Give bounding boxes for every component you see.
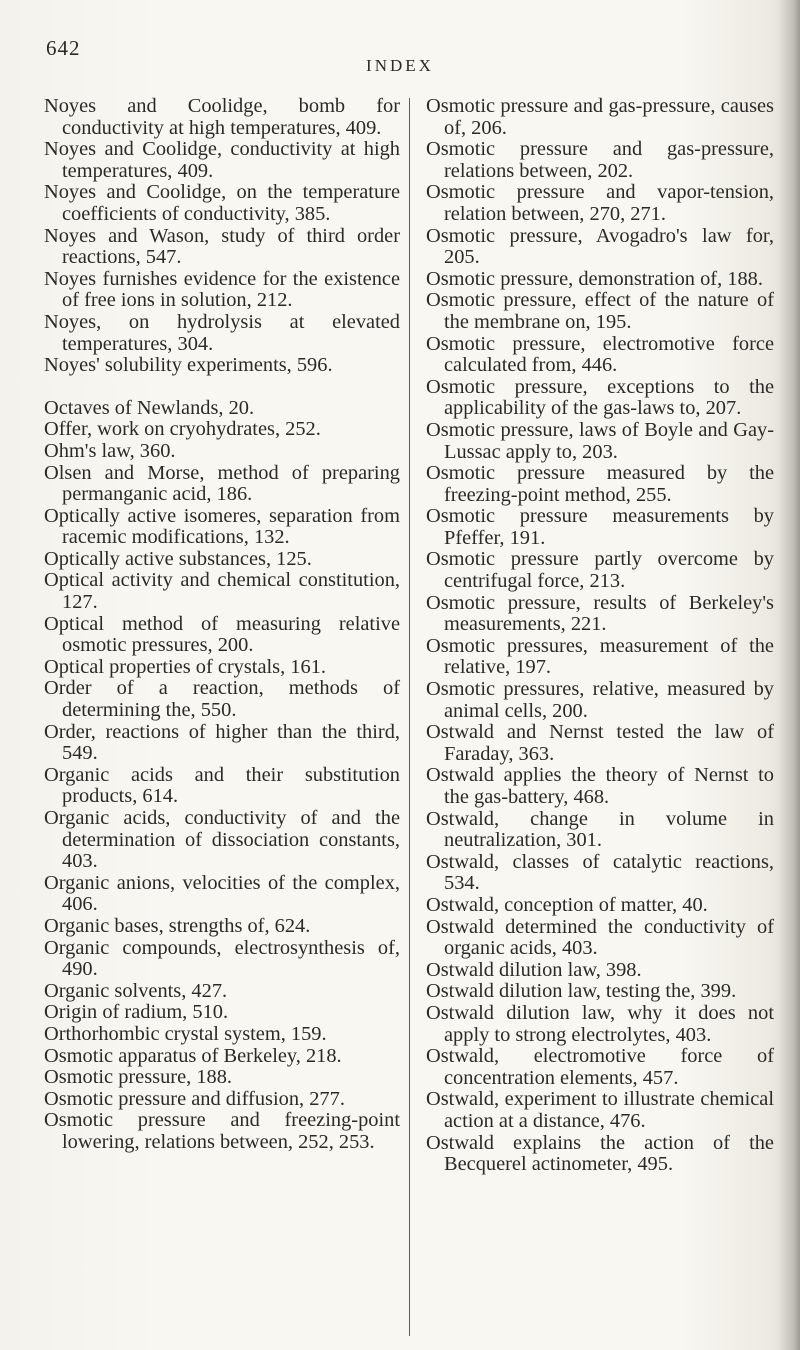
index-entry: Osmotic pressure and freezing-point lowering, relations between, 252, 253. [44,1109,400,1153]
index-entry: Osmotic pressure, exceptions to the applicability of the gas-laws to, 207. [426,375,774,420]
index-entry: Ostwald, change in volume in neutralization, 301. [426,807,774,852]
index-entry: Noyes and Coolidge, on the temperature coefficients of conductivity, 385. [44,181,400,225]
page-edge-shadow [778,0,800,1350]
index-entry: Noyes furnishes evidence for the existence of free ions in solution, 212. [44,267,400,312]
index-entry: Osmotic pressure measurements by Pfeffer, 191. [426,505,774,549]
page-number: 642 [46,36,81,60]
index-entry: Optically active substances, 125. [44,547,312,570]
index-entry: Osmotic pressure and diffusion, 277. [44,1087,345,1110]
index-entry: Organic bases, strengths of, 624. [44,914,311,937]
index-entry: Ostwald explains the action of the Becquerel actinometer, 495. [426,1131,774,1176]
index-entry: Noyes and Coolidge, conductivity at high temperatures, 409. [44,138,400,182]
index-entry: Noyes' solubility experiments, 596. [44,354,333,377]
index-entry: Organic solvents, 427. [44,979,228,1002]
column-divider [409,98,410,1336]
index-entry: Orthorhombic crystal system, 159. [44,1022,327,1045]
index-entry: Ohm's law, 360. [44,439,176,462]
index-entry: Ostwald determined the conductivity of organic acids, 403. [426,915,774,960]
index-entry: Osmotic pressure, results of Berkeley's measurements, 221. [426,591,774,636]
index-entry: Optically active isomeres, separation from racemic modifications, 132. [44,504,400,549]
index-entry: Osmotic pressure partly overcome by centrifugal force, 213. [426,548,774,593]
index-entry: Ostwald dilution law, testing the, 399. [426,980,737,1003]
index-entry: Ostwald and Nernst tested the law of Faraday, 363. [426,721,774,765]
index-entry: Ostwald, electromotive force of concentration elements, 457. [426,1045,774,1089]
index-entry: Ostwald, experiment to illustrate chemical action at a distance, 476. [426,1088,774,1132]
index-entry: Optical properties of crystals, 161. [44,655,326,678]
index-entry: Osmotic pressure and gas-pressure, causes of, 206. [426,95,774,139]
index-entry: Osmotic pressure, 188. [44,1066,233,1089]
index-entry: Osmotic pressure and gas-pressure, relations between, 202. [426,138,774,182]
index-entry: Osmotic pressure, demonstration of, 188. [426,267,763,290]
index-entry: Ostwald, classes of catalytic reactions, 534. [426,850,774,895]
index-entry: Ostwald dilution law, 398. [426,958,642,981]
index-entry: Organic acids, conductivity of and the determination of dissociation constants, 403. [44,807,400,873]
index-entry: Noyes and Wason, study of third order reactions, 547. [44,224,400,269]
index-entry: Osmotic pressure, effect of the nature of the membrane on, 195. [426,289,774,333]
index-entry: Origin of radium, 510. [44,1001,229,1024]
index-entry: Offer, work on cryohydrates, 252. [44,418,321,441]
index-entry: Osmotic pressure and vapor-tension, relation between, 270, 271. [426,181,774,225]
index-entry: Organic compounds, electrosynthesis of, 490. [44,936,400,981]
index-entry: Osmotic pressure, laws of Boyle and Gay-Lussac apply to, 203. [426,418,774,463]
index-entry: Order of a reaction, methods of determining the, 550. [44,677,400,722]
index-entry: Osmotic pressures, measurement of the relative, 197. [426,634,774,679]
index-column-left [44,96,400,1154]
index-entry: Ostwald dilution law, why it does not apply to strong electrolytes, 403. [426,1001,774,1046]
index-entry: Osmotic pressure measured by the freezing-point method, 255. [426,462,774,506]
index-entry: Osmotic pressure, Avogadro's law for, 205. [426,224,774,269]
index-entry: Osmotic pressure, electromotive force calculated from, 446. [426,332,774,377]
index-entry: Noyes and Coolidge, bomb for conductivity at high temperatures, 409. [44,95,400,139]
index-entry: Optical method of measuring relative osmotic pressures, 200. [44,612,400,657]
index-entry: Octaves of Newlands, 20. [44,396,255,419]
running-head: INDEX [366,56,434,75]
index-entry: Ostwald, conception of matter, 40. [426,893,708,916]
index-entry: Ostwald applies the theory of Nernst to the gas-battery, 468. [426,764,774,808]
index-entry: Osmotic apparatus of Berkeley, 218. [44,1044,342,1067]
index-entry: Optical activity and chemical constitution, 127. [44,569,400,614]
index-entry: Olsen and Morse, method of preparing permanganic acid, 186. [44,461,400,506]
index-entry: Organic anions, velocities of the complex, 406. [44,871,400,916]
index-entry: Noyes, on hydrolysis at elevated temperatures, 304. [44,310,400,355]
index-entry: Organic acids and their substitution products, 614. [44,763,400,808]
index-entry: Order, reactions of higher than the third, 549. [44,720,400,765]
index-entry: Osmotic pressures, relative, measured by animal cells, 200. [426,678,774,722]
index-column-right [426,96,774,1176]
